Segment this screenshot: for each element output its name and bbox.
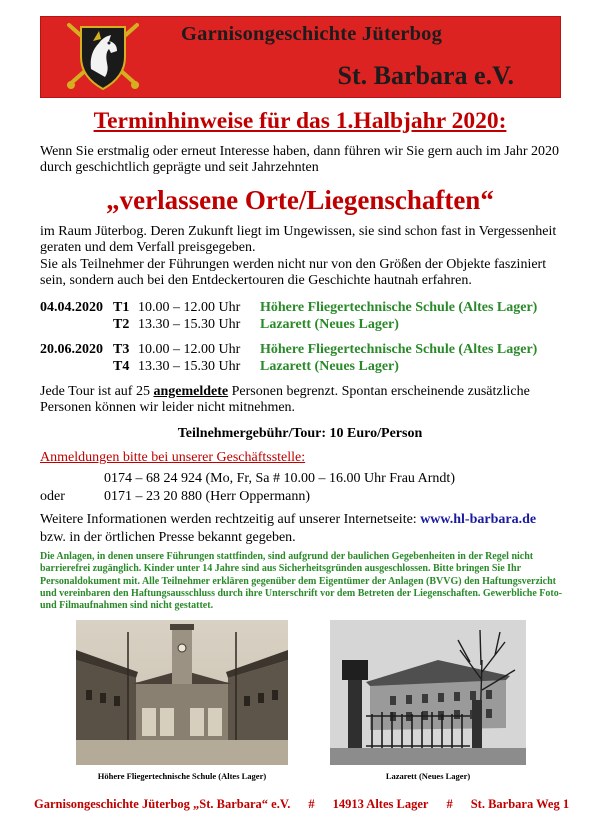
tour-date: 04.04.2020 xyxy=(40,300,103,315)
fee-text: Teilnehmergebühr/Tour: 10 Euro/Person xyxy=(177,426,423,441)
footer-address-1: 14913 Altes Lager xyxy=(332,797,429,811)
org-name: Garnisongeschichte Jüterbog xyxy=(181,23,443,45)
header-banner xyxy=(40,16,561,98)
limit-after: Personen begrenzt. Spontan erscheinende zusätzliche Personen können wir leider nicht mitnehmen. xyxy=(40,384,530,416)
or-label: oder xyxy=(40,489,65,504)
participant-limit-text xyxy=(40,384,570,417)
photo-lazarett xyxy=(330,620,526,765)
tour-code: T4 xyxy=(113,359,130,374)
footer-org: Garnisongeschichte Jüterbog „St. Barbara“ e.V. xyxy=(34,797,291,811)
org-subtitle: St. Barbara e.V. xyxy=(337,61,514,90)
tour-place: Lazarett (Neues Lager) xyxy=(260,359,399,374)
tour-time: 13.30 – 15.30 Uhr xyxy=(138,317,241,332)
notice-text: Die Anlagen, in denen unsere Führungen stattfinden, sind aufgrund der baulichen Gegebenheiten in der Regel nicht barrierefrei zugänglich. Kinder unter 14 Jahre sind aus Sicherheitsgründen ausgeschlossen. Bitte bringen Sie Ihr Personaldokument mit. Alle Teilnehmer erklären gegenüber dem Eigentümer der Anlagen (BVVG) den Haftungsverzicht und vereinbaren den Haftungsausschluss durch ihre Unterschrift vor dem Betreten der Liegenschaften. Gewerbliche Foto- und Filmaufnahmen sind nicht gestattet. xyxy=(40,551,563,612)
web-info-label: Weitere Informationen werden rechtzeitig auf unserer Internetseite: xyxy=(40,512,421,527)
tour-time: 13.30 – 15.30 Uhr xyxy=(138,359,241,374)
limit-before: Jede Tour ist auf 25 xyxy=(40,384,154,399)
description-text: im Raum Jüterbog. Deren Zukunft liegt im Ungewissen, sie sind schon fast in Vergessenheit geraten und dem Verfall preisgegeben. xyxy=(40,224,557,256)
page-title: Terminhinweise für das 1.Halbjahr 2020: xyxy=(93,108,507,134)
footer xyxy=(34,797,569,812)
tour-place: Höhere Fliegertechnische Schule (Altes Lager) xyxy=(260,342,538,357)
footer-address-2: St. Barbara Weg 1 xyxy=(470,797,570,811)
photo-school xyxy=(76,620,288,765)
headline: „verlassene Orte/Liegenschaften“ xyxy=(106,185,494,215)
footer-separator: # xyxy=(308,797,315,811)
tour-place: Lazarett (Neues Lager) xyxy=(260,317,399,332)
tour-date: 20.06.2020 xyxy=(40,342,103,357)
tour-time: 10.00 – 12.00 Uhr xyxy=(138,300,241,315)
phone-2: 0171 – 23 20 880 (Herr Oppermann) xyxy=(104,489,311,504)
web-info-text xyxy=(40,512,570,528)
tour-place: Höhere Fliegertechnische Schule (Altes Lager) xyxy=(260,300,538,315)
tour-code: T1 xyxy=(113,300,130,315)
footer-separator: # xyxy=(446,797,453,811)
limit-emphasis: angemeldete xyxy=(153,384,229,399)
tour-time: 10.00 – 12.00 Uhr xyxy=(138,342,241,357)
tour-code: T2 xyxy=(113,317,130,332)
photo-caption-school: Höhere Fliegertechnische Schule (Altes Lager) xyxy=(97,771,267,781)
website-link[interactable]: www.hl-barbara.de xyxy=(420,512,537,527)
description-text-2: Sie als Teilnehmer der Führungen werden nicht nur von den Größen der Objekte fasziniert sein, sondern auch bei den Entdeckertouren die Geschichte hautnah erfahren. xyxy=(40,257,547,289)
tour-code: T3 xyxy=(113,342,130,357)
registration-heading: Anmeldungen bitte bei unserer Geschäftsstelle: xyxy=(40,450,306,465)
photo-caption-lazarett: Lazarett (Neues Lager) xyxy=(385,771,471,781)
web-info-line2: bzw. in der örtlichen Presse bekannt gegeben. xyxy=(40,530,296,545)
phone-1: 0174 – 68 24 924 (Mo, Fr, Sa # 10.00 – 16.00 Uhr Frau Arndt) xyxy=(104,471,455,486)
st-barbara-logo-icon xyxy=(63,19,143,95)
intro-text: Wenn Sie erstmalig oder erneut Interesse haben, dann führen wir Sie gern auch im Jahr 2020 durch geschichtlich geprägte und seit Jahrzehnten xyxy=(40,144,560,176)
